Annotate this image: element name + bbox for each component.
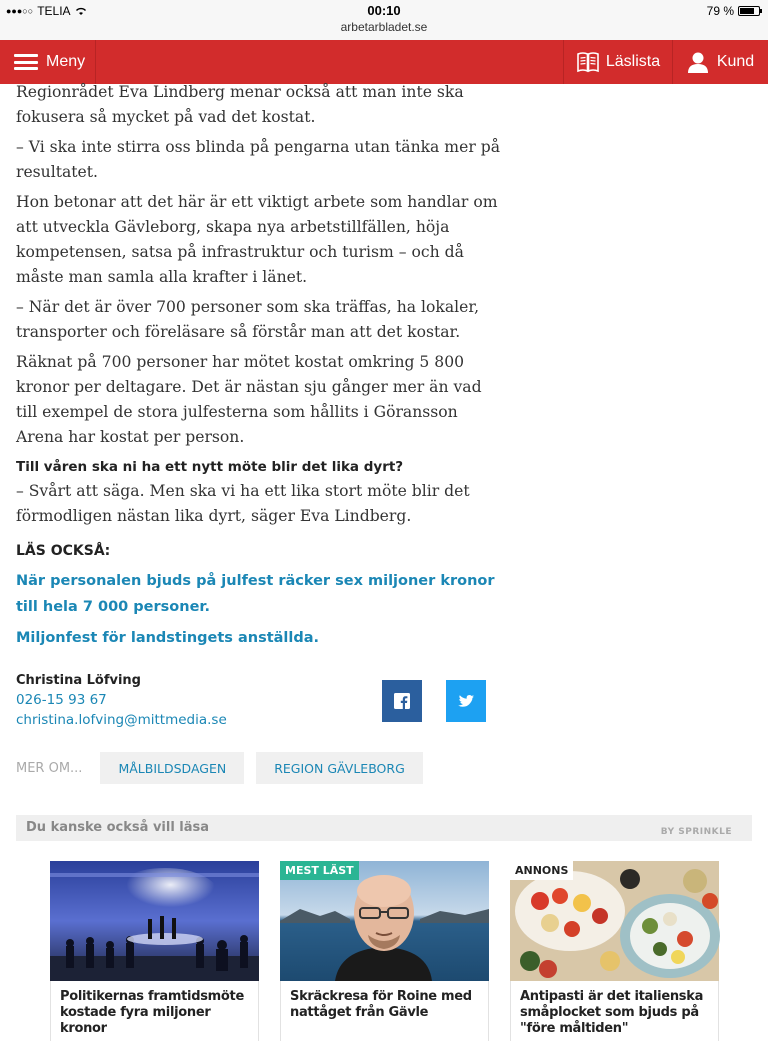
article-paragraph: – När det är över 700 personer som ska träffas, ha lokaler, transporter och föreläsare så förstår man att det kostar. xyxy=(16,298,480,341)
card-title: Antipasti är det italienska småplocket som bjuds på "före måltiden" xyxy=(520,989,704,1036)
article-body xyxy=(16,80,506,656)
customer-button[interactable] xyxy=(673,40,768,84)
signal-strength-icon: ●●●○○ xyxy=(6,6,34,16)
ios-status-bar xyxy=(0,0,768,40)
twitter-share-button[interactable] xyxy=(446,680,486,722)
article-paragraph: – Vi ska inte stirra oss blinda på pengarna utan tänka mer på resultatet. xyxy=(16,138,501,181)
facebook-icon xyxy=(394,693,410,709)
menu-label: Meny xyxy=(46,53,86,70)
author-email-link[interactable]: christina.lofving@mittmedia.se xyxy=(16,712,227,728)
hamburger-icon xyxy=(14,54,38,70)
recommended-article-card[interactable] xyxy=(280,861,489,1024)
author-name: Christina Löfving xyxy=(16,673,141,688)
interview-answer: – Svårt att säga. Men ska vi ha ett lika stort möte blir det förmodligen nästan lika dyrt, säger Eva Lindberg. xyxy=(16,482,470,525)
article-paragraph: Räknat på 700 personer har mötet kostat omkring 5 800 kronor per deltagare. Det är nästan sju gånger mer än vad till exempel de stora julfesterna som hållits i Göransson Arena har kostat per person. xyxy=(16,353,482,446)
recommendations-provider: BY SPRINKLE xyxy=(660,827,732,837)
ad-badge: ANNONS xyxy=(510,861,573,880)
author-box xyxy=(16,672,316,730)
article-thumbnail xyxy=(50,861,259,981)
recommendations-header xyxy=(16,815,752,841)
tag-malbildsdagen[interactable]: MÅLBILDSDAGEN xyxy=(100,752,244,784)
author-phone-link[interactable]: 026-15 93 67 xyxy=(16,692,107,708)
card-title: Politikernas framtidsmöte kostade fyra miljoner kronor xyxy=(60,989,244,1036)
recommended-article-card[interactable] xyxy=(50,861,259,1036)
twitter-icon xyxy=(458,695,474,708)
read-also-link[interactable]: När personalen bjuds på julfest räcker sex miljoner kronor till hela 7 000 personer. xyxy=(16,573,495,615)
open-book-icon xyxy=(576,51,600,73)
interview-question: Till våren ska ni ha ett nytt möte blir det lika dyrt? xyxy=(16,459,404,475)
reading-list-button[interactable] xyxy=(563,40,673,84)
most-read-badge: MEST LÄST xyxy=(280,861,359,880)
battery-icon xyxy=(738,6,760,16)
read-also-heading: LÄS OCKSÅ: xyxy=(16,543,111,559)
battery-status xyxy=(707,4,760,18)
tags-label: MER OM... xyxy=(16,760,83,776)
battery-percent: 79 % xyxy=(706,4,734,18)
recommendations-title: Du kanske också vill läsa xyxy=(26,820,210,835)
card-title: Skräckresa för Roine med nattåget från Gävle xyxy=(290,989,472,1020)
clock: 00:10 xyxy=(367,3,401,18)
facebook-share-button[interactable] xyxy=(382,680,422,722)
carrier-name: TELIA xyxy=(37,4,71,18)
tag-region-gavleborg[interactable]: REGION GÄVLEBORG xyxy=(256,752,423,784)
menu-button[interactable] xyxy=(0,40,96,84)
related-tags xyxy=(16,752,435,784)
customer-label: Kund xyxy=(716,53,755,70)
user-icon xyxy=(687,51,709,73)
reading-list-label: Läslista xyxy=(605,53,661,70)
article-paragraph: Regionrådet Eva Lindberg menar också att man inte ska fokusera så mycket på vad det kostat. xyxy=(16,83,464,126)
sponsored-article-card[interactable] xyxy=(510,861,719,1036)
address-bar-url[interactable]: arbetarbladet.se xyxy=(340,20,428,34)
site-navbar xyxy=(0,40,768,84)
read-also-link[interactable]: Miljonfest för landstingets anställda. xyxy=(16,630,320,646)
article-paragraph: Hon betonar att det här är ett viktigt arbete som handlar om att utveckla Gävleborg, skapa nya arbetstillfällen, höja kompetensen, satsa på infrastruktur och turism – och då måste man samla alla krafter i länet. xyxy=(16,193,498,286)
